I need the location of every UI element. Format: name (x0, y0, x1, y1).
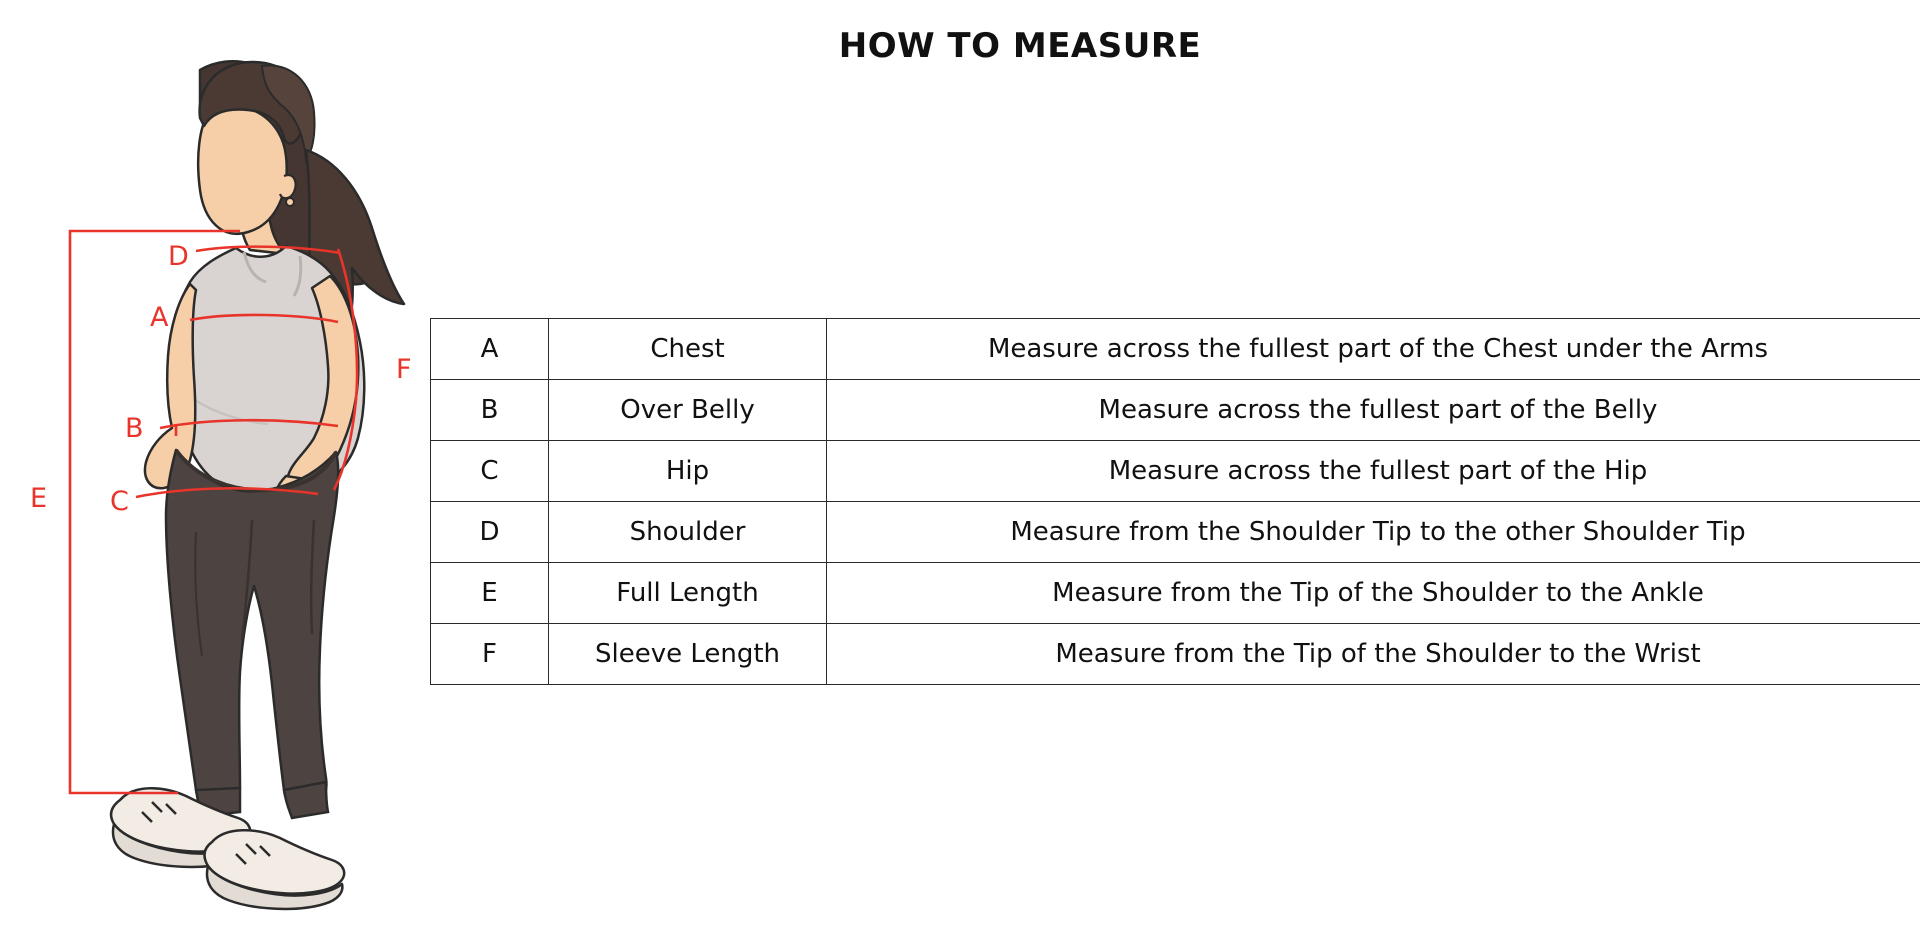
measurement-table-wrapper (430, 318, 1890, 685)
measure-label-F: F (396, 354, 412, 385)
earring (286, 198, 294, 206)
measurement-table (430, 318, 1920, 685)
table-row (431, 624, 1920, 685)
row-code: B (431, 380, 549, 441)
row-name: Hip (549, 441, 827, 502)
page-title: HOW TO MEASURE (838, 26, 1202, 66)
row-name: Full Length (549, 563, 827, 624)
row-description: Measure from the Tip of the Shoulder to the Wrist (827, 624, 1920, 685)
row-name: Chest (549, 319, 827, 380)
measure-label-E: E (30, 483, 48, 514)
table-row (431, 319, 1920, 380)
measure-label-C: C (110, 486, 129, 517)
row-code: E (431, 563, 549, 624)
row-description: Measure across the fullest part of the Chest under the Arms (827, 319, 1920, 380)
row-name: Over Belly (549, 380, 827, 441)
row-code: A (431, 319, 549, 380)
table-row (431, 380, 1920, 441)
row-description: Measure across the fullest part of the Belly (827, 380, 1920, 441)
row-description: Measure across the fullest part of the Hip (827, 441, 1920, 502)
face (198, 106, 286, 234)
row-code: F (431, 624, 549, 685)
row-description: Measure from the Shoulder Tip to the other Shoulder Tip (827, 502, 1920, 563)
row-code: C (431, 441, 549, 502)
table-row (431, 502, 1920, 563)
table-row (431, 441, 1920, 502)
row-code: D (431, 502, 549, 563)
measure-label-B: B (125, 413, 144, 444)
row-name: Shoulder (549, 502, 827, 563)
table-row (431, 563, 1920, 624)
pregnant-woman-illustration (0, 0, 420, 938)
row-description: Measure from the Tip of the Shoulder to the Ankle (827, 563, 1920, 624)
measurement-figure (0, 0, 420, 938)
measure-label-D: D (168, 241, 189, 272)
measure-label-A: A (150, 302, 169, 333)
row-name: Sleeve Length (549, 624, 827, 685)
